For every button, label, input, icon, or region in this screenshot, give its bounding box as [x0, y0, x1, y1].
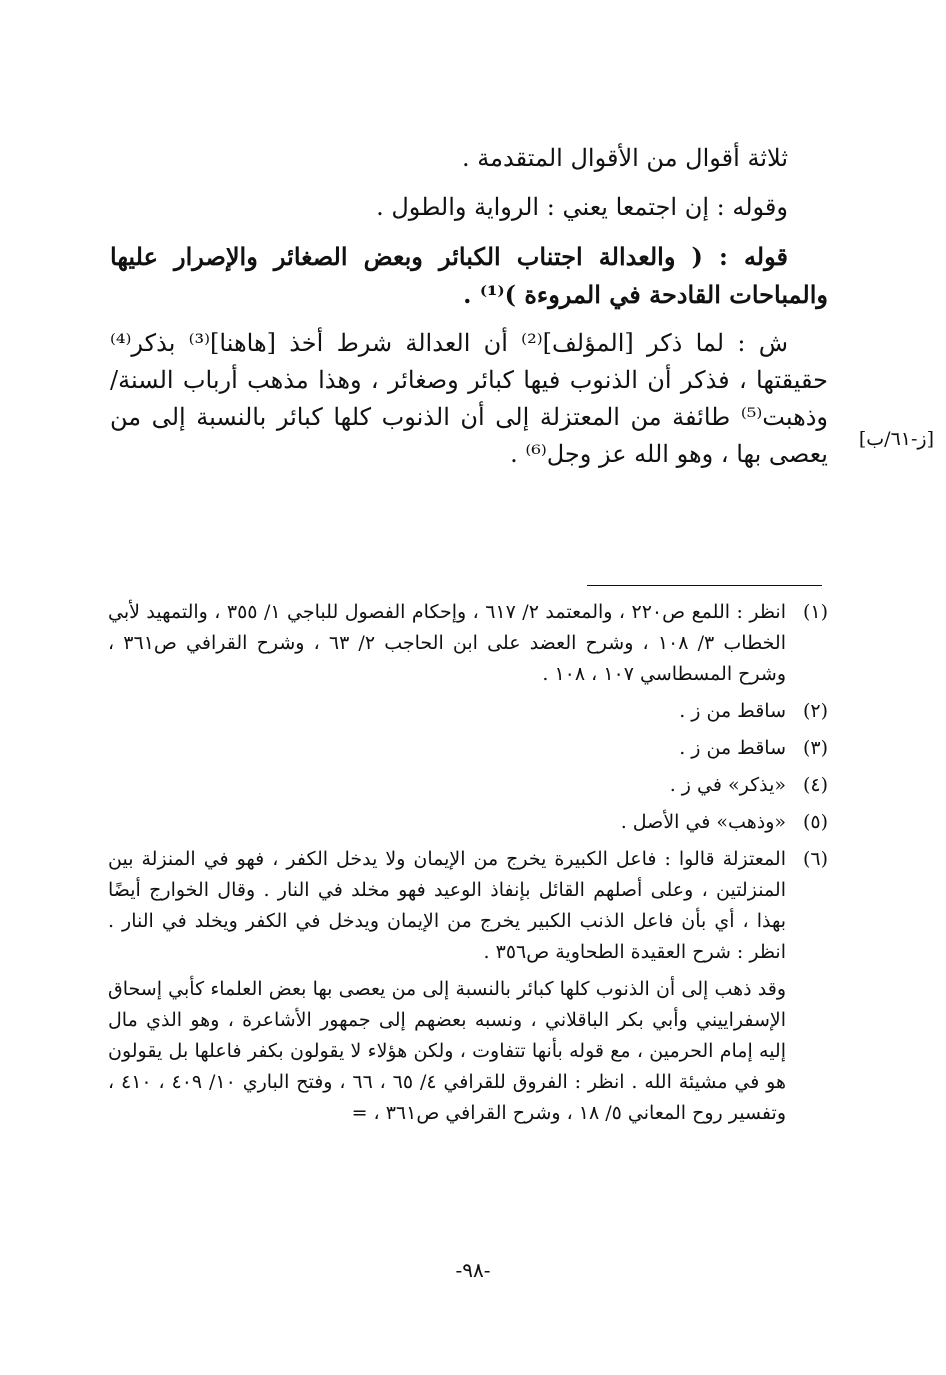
footnote-4: [108, 770, 828, 801]
footnote-5: [108, 807, 828, 838]
footnote-3: [108, 733, 828, 764]
footnote-separator: [587, 585, 822, 586]
footnote-number: (١): [802, 601, 828, 623]
footnote-number: (٥): [802, 810, 828, 833]
paragraph-quote-explanation: وقوله : إن اجتمعا يعني : الرواية والطول .: [376, 193, 788, 222]
footnote-text: انظر : اللمع ص٢٢٠ ، والمعتمد ٢/ ٦١٧ ، وإحكام الفصول للباجي ١/ ٣٥٥ ، والتمهيد لأبي الخطاب ٣/ ١٠٨ ، وشرح العضد على ابن الحاجب ٢/ ٦٣ ، وشرح القرافي ص٣٦١ ، وشرح المسطاسي ١٠٧ ، ١٠٨ .: [108, 601, 787, 685]
manuscript-margin-note: [ز-٦١/ب]: [858, 428, 934, 450]
footnote-number: (٦): [802, 847, 828, 870]
main-text: [110, 140, 828, 486]
footnote-1: [108, 597, 828, 690]
footnote-2: [108, 696, 828, 727]
footnote-number: (٤): [802, 773, 828, 796]
paragraph-intro: ثلاثة أقوال من الأقوال المتقدمة .: [462, 144, 788, 172]
footnote-text: ساقط من ز .: [679, 699, 786, 722]
paragraph-sharh: ش : لما ذكر [المؤلف]⁽²⁾ أن العدالة شرط أخذ [هاهنا]⁽³⁾ بذكر⁽⁴⁾ حقيقتها ، فذكر أن الذنوب فيها كبائر وصغائر ، وهذا مذهب أرباب السنة/ وذهبت⁽⁵⁾ طائفة من المعتزلة إلى أن الذنوب كلها كبائر بالنسبة إلى من يعصى بها ، وهو الله عز وجل⁽⁶⁾ .: [110, 328, 828, 469]
footnote-6: [108, 844, 828, 968]
footnote-text: «وذهب» في الأصل .: [620, 810, 786, 833]
footnotes: [108, 597, 828, 1129]
footnote-text: المعتزلة قالوا : فاعل الكبيرة يخرج من الإيمان ولا يدخل الكفر ، فهو في المنزلة بين المنزلتين ، وعلى أصلهم القائل بإنفاذ الوعيد فهو مخلد في النار . وقال الخوارج أيضًا بهذا ، أي بأن فاعل الذنب الكبير يخرج من الإيمان ويدخل في الكفر ويخلد في النار . انظر : شرح العقيدة الطحاوية ص٣٥٦ .: [108, 847, 786, 963]
footnote-number: (٣): [802, 736, 828, 759]
footnote-number: (٢): [802, 699, 828, 722]
paragraph-matn: قوله : ( والعدالة اجتناب الكبائر وبعض الصغائر والإصرار عليها والمباحات القادحة في المروءة )⁽¹⁾ .: [110, 242, 828, 309]
page-number: -٩٨-: [455, 1258, 491, 1282]
footnote-text: ساقط من ز .: [679, 736, 786, 759]
footnote-6-continuation: وقد ذهب إلى أن الذنوب كلها كبائر بالنسبة إلى من يعصى بها بعض العلماء كأبي إسحاق الإسفراييني وأبي بكر الباقلاني ، ونسبه بعضهم إلى جمهور الأشاعرة ، وهو الذي مال إليه إمام الحرمين ، مع قوله بأنها تتفاوت ، ولكن هؤلاء لا يقولون بكفر فاعلها بل يقولون هو في مشيئة الله . انظر : الفروق للقرافي ٤/ ٦٥ ، ٦٦ ، وفتح الباري ١٠/ ٤٠٩ ، ٤١٠ ، وتفسير روح المعاني ٥/ ١٨ ، وشرح القرافي ص٣٦١ ، =: [108, 977, 787, 1124]
footnote-text: «يذكر» في ز .: [669, 773, 786, 796]
